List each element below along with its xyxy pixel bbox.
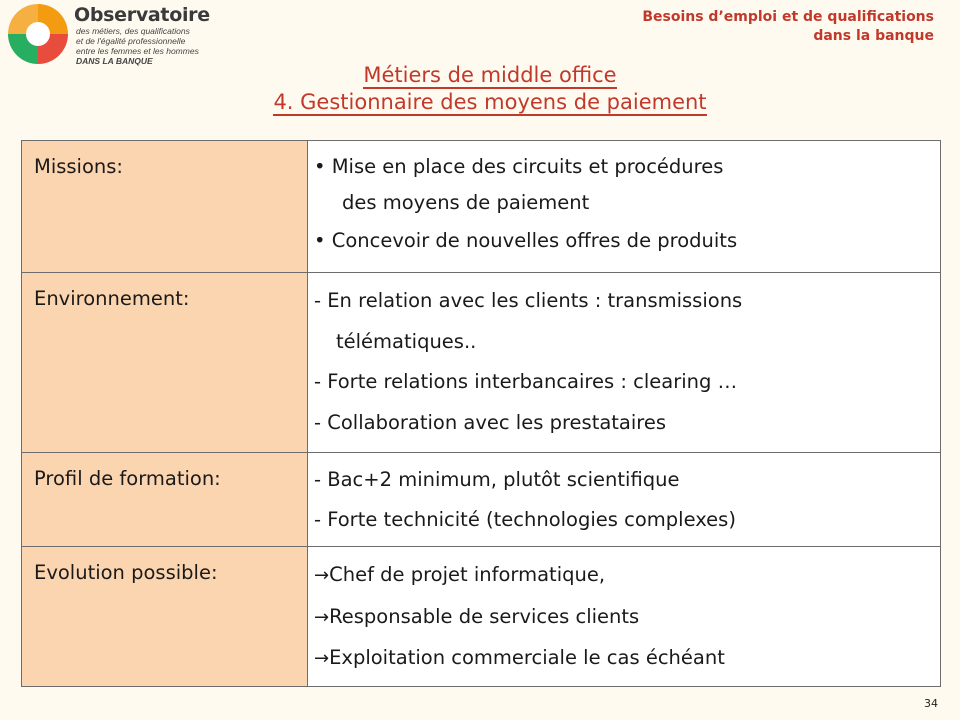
row-content	[308, 453, 941, 547]
job-profile-table	[21, 140, 941, 687]
row-content	[308, 547, 941, 687]
logo-tagline: DANS LA BANQUE	[76, 56, 153, 66]
arrow-item-text: Responsable de services clients	[329, 604, 640, 628]
observatoire-logo-icon	[6, 2, 70, 66]
arrow-right-icon: →	[314, 565, 330, 586]
header-line: dans la banque	[813, 28, 934, 44]
row-label: Missions:	[22, 141, 308, 273]
arrow-item	[314, 597, 930, 639]
document-header	[642, 8, 934, 46]
arrow-item	[314, 555, 930, 597]
logo-tagline: des métiers, des qualifications	[76, 26, 190, 36]
arrow-item-text: Exploitation commerciale le cas échéant	[329, 646, 725, 669]
slide-subtitle	[10, 89, 960, 116]
table-row	[22, 547, 941, 687]
dash-item: - Bac+2 minimum, plutôt scientifique	[314, 468, 680, 491]
bullet-continuation: des moyens de paiement	[342, 191, 590, 214]
bullet-item: • Mise en place des circuits et procédures	[314, 155, 724, 178]
table-row	[22, 141, 941, 273]
arrow-right-icon: →	[314, 648, 330, 669]
arrow-right-icon: →	[314, 606, 330, 628]
header-line: Besoins d’emploi et de qualifications	[642, 9, 934, 25]
table-row	[22, 273, 941, 453]
logo-tagline: entre les femmes et les hommes	[76, 46, 199, 56]
dash-item: - Forte technicité (technologies complexes)	[314, 508, 736, 531]
dash-item: - Forte relations interbancaires : clearing …	[314, 370, 738, 393]
table-row	[22, 453, 941, 547]
dash-item: - Collaboration avec les prestataires	[314, 410, 667, 434]
arrow-item	[314, 638, 930, 680]
slide-title	[10, 62, 960, 89]
arrow-item-text: Chef de projet informatique,	[329, 563, 606, 586]
bullet-item: • Concevoir de nouvelles offres de produits	[314, 229, 738, 252]
logo-tagline: et de l'égalité professionnelle	[76, 36, 186, 46]
title-line: 4. Gestionnaire des moyens de paiement	[273, 90, 707, 114]
row-label: Environnement:	[22, 273, 308, 453]
logo-name: Observatoire	[74, 4, 210, 26]
row-content	[308, 273, 941, 453]
dash-continuation: télématiques..	[336, 329, 477, 353]
page-number: 34	[924, 697, 938, 710]
dash-item: - En relation avec les clients : transmissions	[314, 289, 743, 312]
row-label: Profil de formation:	[22, 453, 308, 547]
row-content	[308, 141, 941, 273]
row-label: Evolution possible:	[22, 547, 308, 687]
title-line: Métiers de middle office	[363, 63, 617, 87]
observatoire-logo	[6, 2, 210, 66]
